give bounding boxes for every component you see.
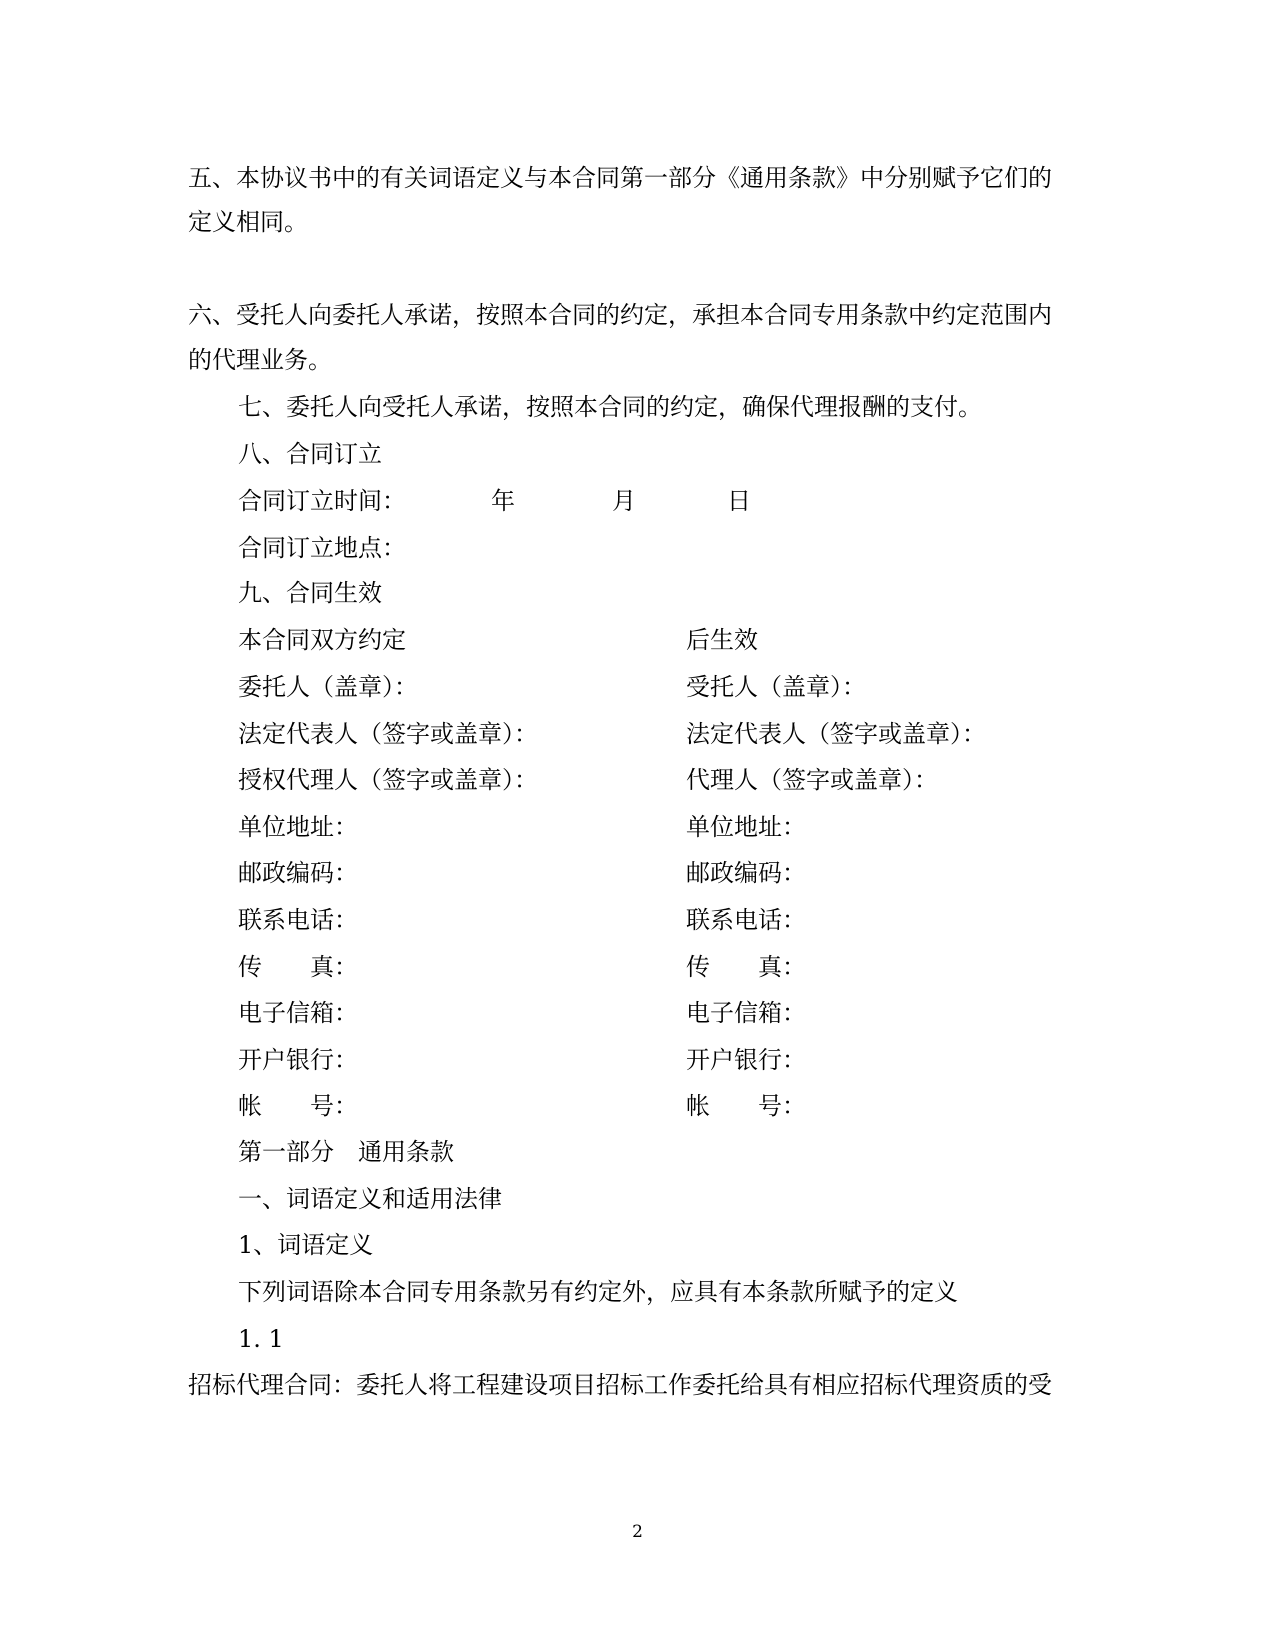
agent-fax-label: 传 真： [686,953,806,981]
part-1-heading: 第一部分 通用条款 [238,1138,454,1166]
section-1-heading: 一、词语定义和适用法律 [238,1185,502,1213]
signing-month-label: 月 [612,487,636,515]
definitions-intro: 下列词语除本合同专用条款另有约定外，应具有本条款所赋予的定义 [238,1278,958,1306]
agent-account-label: 帐 号： [686,1092,806,1120]
clause-5-line-1: 五、本协议书中的有关词语定义与本合同第一部分《通用条款》中分别赋予它们的 [188,164,1052,192]
item-text: 招标代理合同：委托人将工程建设项目招标工作委托给具有相应招标代理资质的受 [188,1371,1052,1399]
principal-account-label: 帐 号： [238,1092,358,1120]
agent-bank-label: 开户银行： [686,1046,806,1074]
principal-legal-rep-label: 法定代表人（签字或盖章）： [238,720,538,748]
clause-8-heading: 八、合同订立 [238,440,382,468]
subsection-1-heading: 1、词语定义 [238,1231,374,1259]
clause-6-line-2: 的代理业务。 [188,346,332,374]
principal-address-label: 单位地址： [238,813,358,841]
agent-representative-label: 代理人（签字或盖章）： [686,766,938,794]
clause-6-line-1: 六、受托人向委托人承诺，按照本合同的约定，承担本合同专用条款中约定范围内 [188,301,1052,329]
signing-time-label: 合同订立时间： [238,487,406,515]
principal-fax-label: 传 真： [238,953,358,981]
agent-legal-rep-label: 法定代表人（签字或盖章）： [686,720,986,748]
agent-phone-label: 联系电话： [686,906,806,934]
principal-phone-label: 联系电话： [238,906,358,934]
principal-email-label: 电子信箱： [238,999,358,1027]
principal-postcode-label: 邮政编码： [238,859,358,887]
agent-postcode-label: 邮政编码： [686,859,806,887]
principal-authorized-agent-label: 授权代理人（签字或盖章）： [238,766,538,794]
clause-5-line-2: 定义相同。 [188,208,308,236]
principal-seal-label: 委托人（盖章）： [238,673,418,701]
agent-email-label: 电子信箱： [686,999,806,1027]
signing-day-label: 日 [727,487,751,515]
clause-7: 七、委托人向受托人承诺，按照本合同的约定，确保代理报酬的支付。 [238,393,982,421]
signing-place-label: 合同订立地点： [238,534,406,562]
agent-seal-label: 受托人（盖章）： [686,673,866,701]
item-number: 1. 1 [238,1325,284,1353]
principal-bank-label: 开户银行： [238,1046,358,1074]
clause-9-heading: 九、合同生效 [238,579,382,607]
signing-year-label: 年 [491,487,515,515]
effective-condition-right: 后生效 [686,626,758,654]
effective-condition-left: 本合同双方约定 [238,626,406,654]
agent-address-label: 单位地址： [686,813,806,841]
page-number: 2 [632,1522,643,1542]
